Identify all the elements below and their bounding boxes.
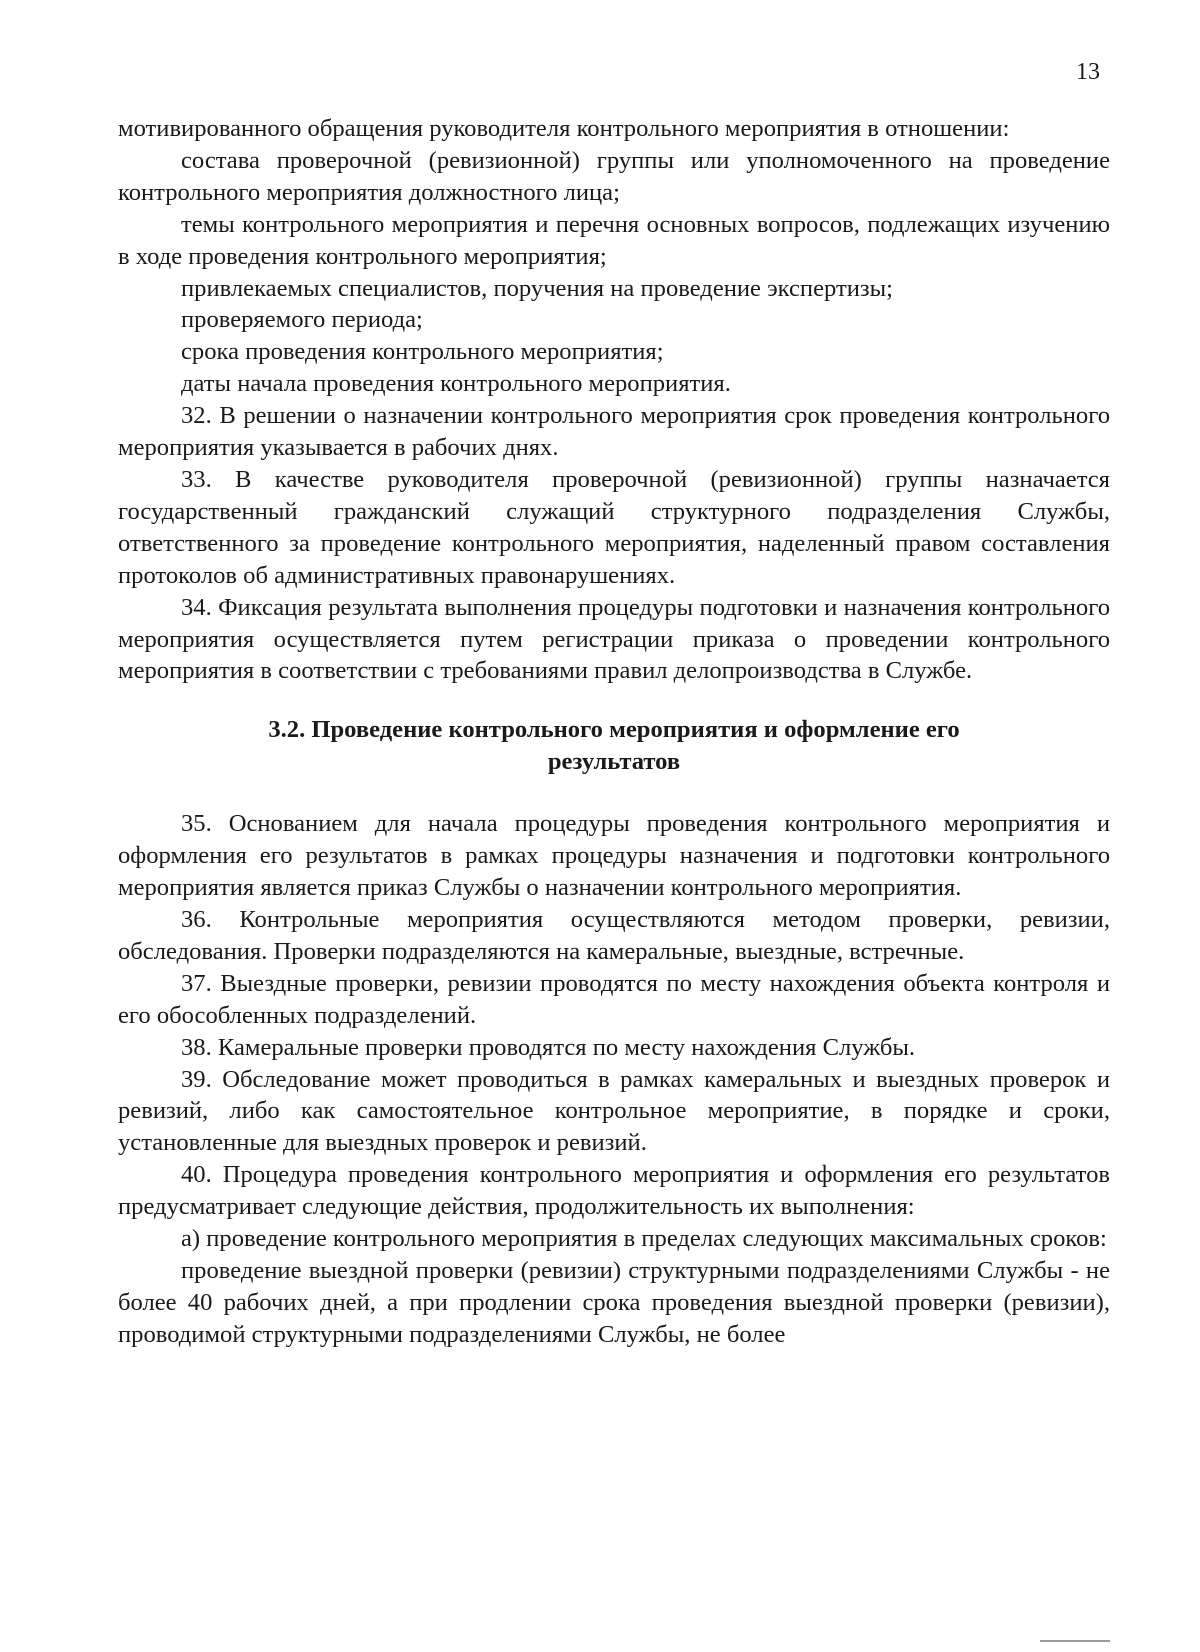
paragraph-p35: 35. Основанием для начала процедуры проведения контрольного мероприятия и оформления его результатов в рамках процедуры назначения и подготовки контрольного мероприятия является приказ Службы о назначении контрольного мероприятия.	[118, 810, 1110, 902]
paragraph-p39: 39. Обследование может проводиться в рамках камеральных и выездных проверок и ревизий, либо как самостоятельное контрольное мероприятие, в порядке и сроки, установленные для выездных проверок и ревизий.	[118, 1065, 1110, 1157]
paragraph-p3: темы контрольного мероприятия и перечня основных вопросов, подлежащих изучению в ходе проведения контрольного мероприятия;	[118, 210, 1110, 270]
paragraphs-after-heading	[118, 808, 1110, 1350]
paragraph-p4: привлекаемых специалистов, поручения на проведение экспертизы;	[181, 274, 893, 302]
paragraphs-before-heading	[118, 113, 1110, 687]
section-heading	[118, 714, 1110, 778]
paragraph-p1: мотивированного обращения руководителя контрольного мероприятия в отношении:	[118, 115, 1010, 142]
paragraph-p38: 38. Камеральные проверки проводятся по месту нахождения Службы.	[181, 1033, 916, 1061]
paragraph-p32: 32. В решении о назначении контрольного мероприятия срок проведения контрольного мероприятия указывается в рабочих днях.	[118, 402, 1110, 462]
page-number: 13	[1076, 59, 1100, 85]
paragraph-p33: 33. В качестве руководителя проверочной (ревизионной) группы назначается государственный гражданский служащий структурного подразделения Службы, ответственного за проведение контрольного мероприятия, наделенный правом составления протоколов об административных правонарушениях.	[118, 465, 1110, 589]
paragraph-p7: даты начала проведения контрольного мероприятия.	[181, 370, 731, 398]
spacer	[118, 778, 1110, 808]
spacer	[118, 687, 1110, 714]
document-body	[118, 113, 1110, 1351]
section-heading-line-2: результатов	[547, 748, 681, 776]
section-heading-line-1: 3.2. Проведение контрольного мероприятия и оформление его	[268, 716, 960, 744]
paragraph-p6: срока проведения контрольного мероприятия;	[181, 338, 664, 366]
paragraph-pa: а) проведение контрольного мероприятия в пределах следующих максимальных сроков:	[181, 1225, 1107, 1253]
paragraph-p40: 40. Процедура проведения контрольного мероприятия и оформления его результатов предусматривает следующие действия, продолжительность их выполнения:	[118, 1161, 1110, 1221]
paragraph-p34: 34. Фиксация результата выполнения процедуры подготовки и назначения контрольного мероприятия осуществляется путем регистрации приказа о проведении контрольного мероприятия в соответствии с требованиями правил делопроизводства в Службе.	[118, 593, 1110, 685]
paragraph-p36: 36. Контрольные мероприятия осуществляются методом проверки, ревизии, обследования. Проверки подразделяются на камеральные, выездные, встречные.	[118, 906, 1110, 965]
scan-artifact-line	[1040, 1640, 1110, 1642]
paragraph-pb: проведение выездной проверки (ревизии) структурными подразделениями Службы - не более 40 рабочих дней, а при продлении срока проведения выездной проверки (ревизии), проводимой структурными подразделениями Службы, не более	[118, 1257, 1110, 1348]
paragraph-p2: состава проверочной (ревизионной) группы или уполномоченного на проведение контрольного мероприятия должностного лица;	[118, 146, 1110, 206]
paragraph-p37: 37. Выездные проверки, ревизии проводятся по месту нахождения объекта контроля и его обособленных подразделений.	[118, 969, 1110, 1029]
paragraph-p5: проверяемого периода;	[181, 306, 423, 334]
